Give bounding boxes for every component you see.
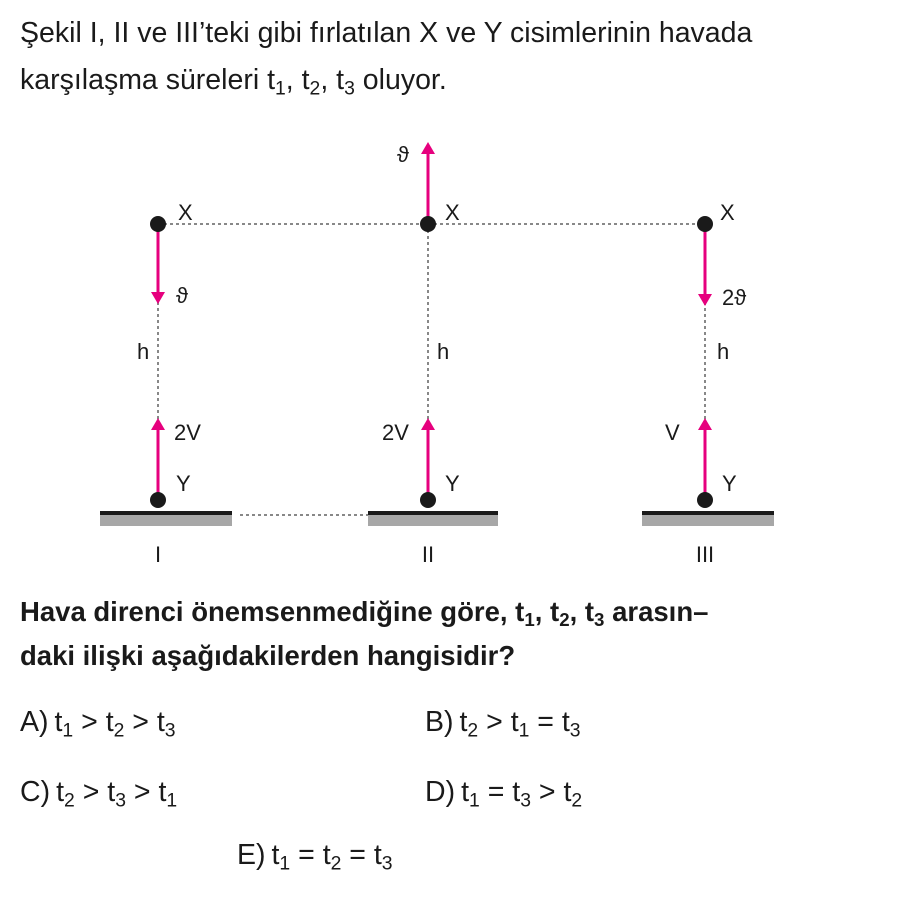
label-height: h xyxy=(137,339,150,364)
question-suffix: arasın– xyxy=(604,596,709,627)
choice-t-symbol: t xyxy=(54,706,63,738)
object-x xyxy=(697,216,713,232)
intro-text xyxy=(20,10,900,104)
choice-e[interactable] xyxy=(237,838,393,875)
choice-operator: > xyxy=(478,706,511,738)
t1-symbol: t xyxy=(515,596,525,627)
ground-line xyxy=(642,511,774,515)
t3-subscript: 3 xyxy=(344,77,355,100)
label-top-velocity: ϑ xyxy=(176,283,189,308)
t3-symbol: t xyxy=(584,596,595,627)
choice-letter: E) xyxy=(237,839,266,871)
panel-III xyxy=(642,200,774,567)
choice-t-subscript: 2 xyxy=(467,719,479,742)
label-y: Y xyxy=(722,471,737,496)
comma: , xyxy=(534,596,551,627)
choice-t-symbol: t xyxy=(459,706,468,738)
choice-t-subscript: 1 xyxy=(279,852,291,875)
choice-t-symbol: t xyxy=(322,839,331,871)
choice-operator: > xyxy=(530,776,564,808)
choice-d[interactable] xyxy=(425,775,583,812)
ground-shadow xyxy=(368,515,498,526)
choice-operator: = xyxy=(529,706,562,738)
label-top-velocity: 2ϑ xyxy=(722,285,747,310)
question-prefix: Hava direnci önemsenmediğine göre, xyxy=(20,596,516,627)
comma: , xyxy=(569,596,585,627)
choice-t-symbol: t xyxy=(158,776,167,808)
choice-t-subscript: 1 xyxy=(166,789,178,812)
choice-operator: > xyxy=(73,706,106,738)
choice-t-symbol: t xyxy=(107,776,116,808)
choice-letter: C) xyxy=(20,776,51,808)
choice-t-symbol: t xyxy=(271,839,280,871)
choice-t-subscript: 2 xyxy=(113,719,125,742)
panel-label: I xyxy=(154,542,162,567)
choice-t-symbol: t xyxy=(461,776,469,808)
label-x: X xyxy=(445,200,460,225)
choice-operator: = xyxy=(479,776,513,808)
label-x: X xyxy=(720,200,735,225)
intro-line-2-prefix: karşılaşma süreleri xyxy=(20,64,268,96)
label-top-velocity: ϑ xyxy=(397,142,410,167)
choice-t-symbol: t xyxy=(156,706,165,738)
choice-t-symbol: t xyxy=(561,706,570,738)
choice-letter: D) xyxy=(425,776,456,808)
object-y xyxy=(150,492,166,508)
question-line-2: daki ilişki aşağıdakilerden hangisidir? xyxy=(20,640,516,671)
panel-I xyxy=(100,200,232,567)
choice-t-subscript: 1 xyxy=(62,719,74,742)
t2-subscript: 2 xyxy=(309,77,321,100)
t2-symbol: t xyxy=(301,64,310,96)
label-bottom-velocity: 2V xyxy=(382,420,409,445)
t3-symbol: t xyxy=(336,64,345,96)
choice-t-subscript: 3 xyxy=(381,852,393,875)
choice-t-symbol: t xyxy=(105,706,114,738)
intro-line-2-suffix: oluyor. xyxy=(354,64,447,96)
ground-line xyxy=(100,511,232,515)
choice-b[interactable] xyxy=(425,705,581,742)
panel-label: III xyxy=(695,542,715,567)
choice-t-subscript: 2 xyxy=(64,789,75,812)
label-height: h xyxy=(717,339,730,364)
t1-subscript: 1 xyxy=(275,77,286,100)
choice-a[interactable] xyxy=(20,705,176,742)
ground-line xyxy=(368,511,498,515)
question-text xyxy=(20,590,900,678)
choice-operator: > xyxy=(125,776,159,808)
choice-t-subscript: 3 xyxy=(520,789,531,812)
choice-t-symbol: t xyxy=(510,706,519,738)
choice-t-symbol: t xyxy=(373,839,382,871)
panel-label: II xyxy=(421,542,435,567)
object-x xyxy=(420,216,436,232)
ground-shadow xyxy=(642,515,774,526)
label-y: Y xyxy=(445,471,460,496)
t1-subscript: 1 xyxy=(524,609,535,631)
choice-t-subscript: 3 xyxy=(569,719,581,742)
t1-symbol: t xyxy=(267,64,275,96)
choice-t-subscript: 1 xyxy=(469,789,480,812)
panel-II xyxy=(368,142,498,567)
choice-t-subscript: 3 xyxy=(115,789,126,812)
choice-t-symbol: t xyxy=(512,776,521,808)
label-bottom-velocity: V xyxy=(665,420,680,445)
ground-shadow xyxy=(100,515,232,526)
t2-symbol: t xyxy=(550,596,560,627)
object-y xyxy=(420,492,436,508)
choice-t-subscript: 2 xyxy=(330,852,342,875)
choice-letter: A) xyxy=(20,706,49,738)
label-y: Y xyxy=(176,471,191,496)
choice-t-subscript: 2 xyxy=(571,789,583,812)
choice-operator: = xyxy=(341,839,374,871)
choice-t-symbol: t xyxy=(563,776,572,808)
choice-operator: > xyxy=(74,776,108,808)
choice-letter: B) xyxy=(425,706,454,738)
object-y xyxy=(697,492,713,508)
comma: , xyxy=(285,64,302,96)
choice-operator: > xyxy=(124,706,157,738)
label-bottom-velocity: 2V xyxy=(174,420,201,445)
choice-t-subscript: 3 xyxy=(164,719,176,742)
object-x xyxy=(150,216,166,232)
choice-c[interactable] xyxy=(20,775,178,812)
t3-subscript: 3 xyxy=(594,609,605,631)
comma: , xyxy=(320,64,337,96)
projectile-figure xyxy=(0,125,911,580)
choice-t-subscript: 1 xyxy=(518,719,530,742)
intro-line-1: Şekil I, II ve III’teki gibi fırlatılan X ve Y cisimlerinin havada xyxy=(20,17,753,49)
t2-subscript: 2 xyxy=(559,609,570,631)
label-x: X xyxy=(178,200,193,225)
label-height: h xyxy=(437,339,450,364)
choice-operator: = xyxy=(290,839,323,871)
choice-t-symbol: t xyxy=(56,776,64,808)
